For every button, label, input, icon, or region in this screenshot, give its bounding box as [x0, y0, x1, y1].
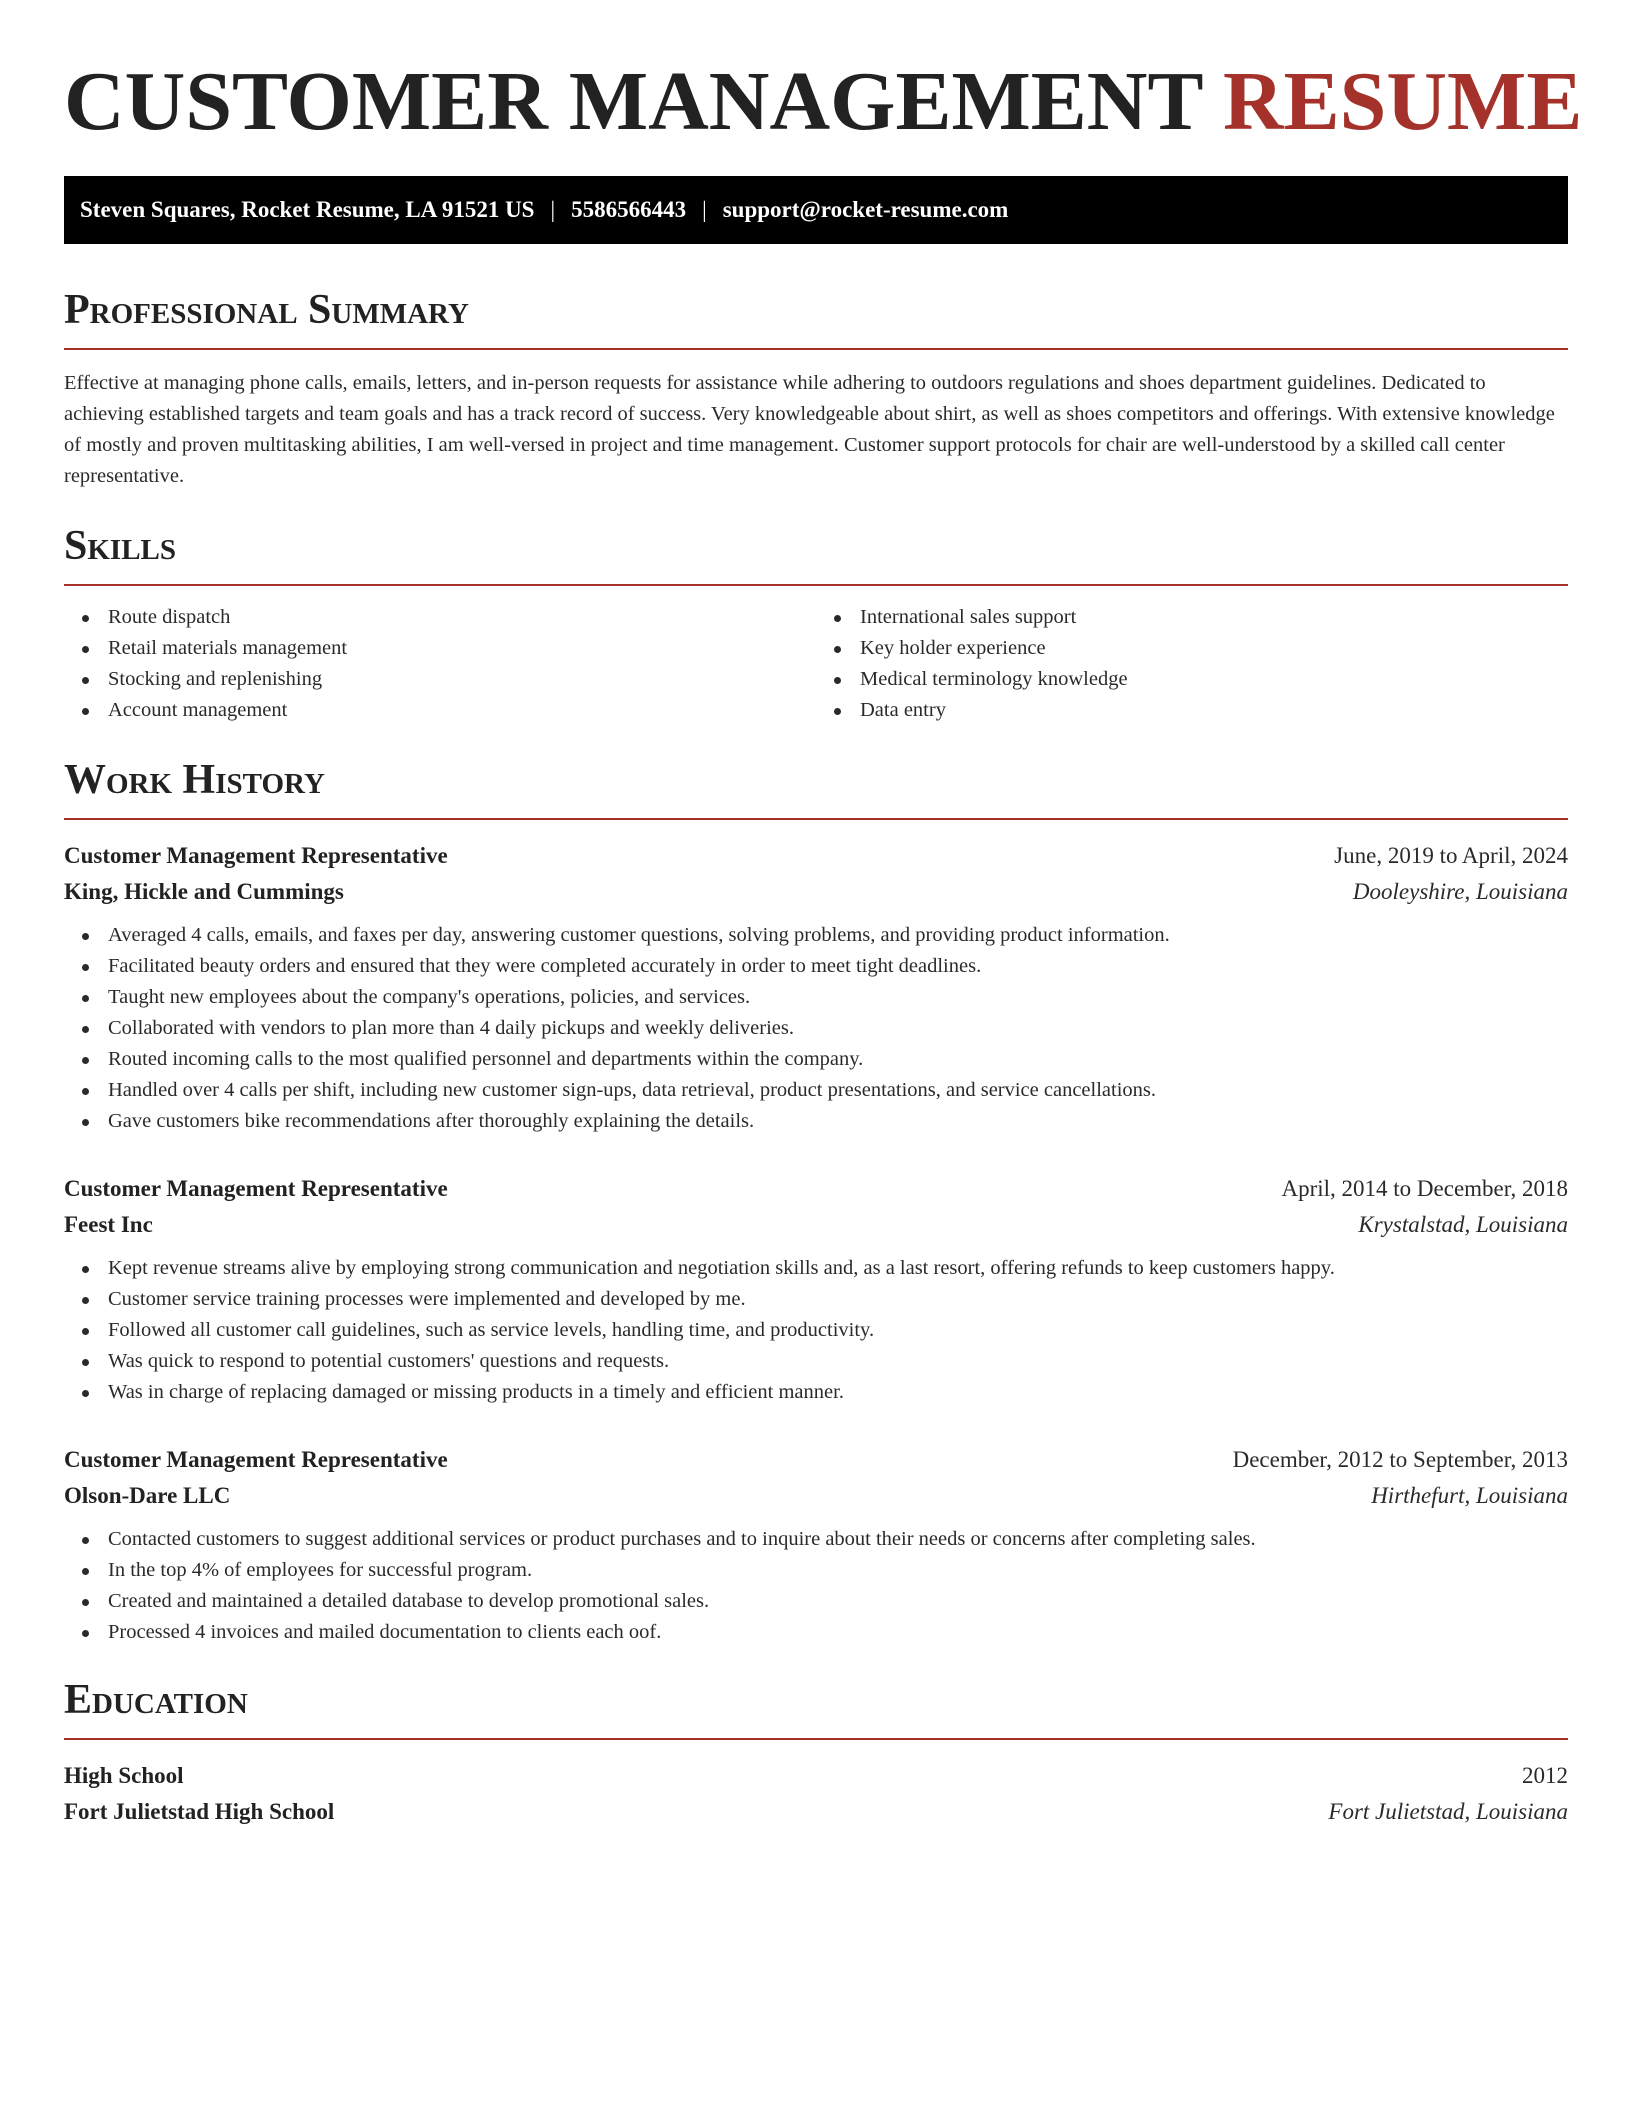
job-entry: [64, 1442, 1568, 1648]
job-bullet: Processed 4 invoices and mailed documentation to clients each oof.: [64, 1617, 1568, 1648]
job-location: Dooleyshire, Louisiana: [1352, 879, 1568, 904]
job-bullet: Followed all customer call guidelines, such as service levels, handling time, and productivity.: [64, 1315, 1568, 1346]
contact-separator: |: [702, 197, 707, 222]
education-year: 2012: [1522, 1763, 1568, 1788]
skills-list-right: [816, 602, 1568, 726]
contact-email: support@rocket-resume.com: [722, 197, 1009, 222]
job-bullet: Kept revenue streams alive by employing strong communication and negotiation skills and, as a last resort, offering refunds to keep customers happy.: [64, 1253, 1568, 1284]
job-company-row: [64, 1207, 1568, 1243]
skill-item: Data entry: [816, 695, 1568, 726]
education-degree-row: [64, 1758, 1568, 1794]
job-company-row: [64, 874, 1568, 910]
job-company-row: [64, 1478, 1568, 1514]
job-title: Customer Management Representative: [64, 1176, 448, 1201]
job-bullets: [64, 1253, 1568, 1408]
job-bullet: Was quick to respond to potential customers' questions and requests.: [64, 1346, 1568, 1377]
education-heading: Education: [64, 1676, 1568, 1740]
education-school-row: [64, 1794, 1568, 1830]
job-bullet: Was in charge of replacing damaged or missing products in a timely and efficient manner.: [64, 1377, 1568, 1408]
job-bullet: Customer service training processes were implemented and developed by me.: [64, 1284, 1568, 1315]
job-dates: April, 2014 to December, 2018: [1281, 1176, 1568, 1201]
summary-section: [64, 286, 1568, 492]
summary-text: Effective at managing phone calls, emails, letters, and in-person requests for assistance while adhering to outdoors regulations and shoes department guidelines. Dedicated to achieving established targets and team goals and has a track record of success. Very knowledgeable about shirt, as well as shoes competitors and offerings. With extensive knowledge of mostly and proven multitasking abilities, I am well-versed in project and time management. Customer support protocols for chair are well-understood by a skilled call center representative.: [64, 372, 1555, 487]
job-dates: December, 2012 to September, 2013: [1232, 1447, 1568, 1472]
job-title-row: [64, 1442, 1568, 1478]
skill-item: Route dispatch: [64, 602, 816, 633]
job-bullets: [64, 920, 1568, 1137]
education-degree: High School: [64, 1763, 184, 1788]
skill-item: Account management: [64, 695, 816, 726]
job-bullet: Collaborated with vendors to plan more than 4 daily pickups and weekly deliveries.: [64, 1013, 1568, 1044]
job-company: Feest Inc: [64, 1212, 153, 1237]
contact-bar: [64, 176, 1568, 244]
job-bullet: Averaged 4 calls, emails, and faxes per day, answering customer questions, solving problems, and providing product information.: [64, 920, 1568, 951]
job-bullet: Handled over 4 calls per shift, including new customer sign-ups, data retrieval, product presentations, and service cancellations.: [64, 1075, 1568, 1106]
job-entry: [64, 838, 1568, 1137]
job-title: Customer Management Representative: [64, 1447, 448, 1472]
summary-heading: Professional Summary: [64, 286, 1568, 350]
job-location: Hirthefurt, Louisiana: [1371, 1483, 1568, 1508]
job-bullet: Routed incoming calls to the most qualified personnel and departments within the company.: [64, 1044, 1568, 1075]
job-location: Krystalstad, Louisiana: [1358, 1212, 1568, 1237]
job-bullet: Gave customers bike recommendations after thoroughly explaining the details.: [64, 1106, 1568, 1137]
work-history-heading: Work History: [64, 756, 1568, 820]
resume-title: [64, 52, 1583, 152]
education-school: Fort Julietstad High School: [64, 1799, 335, 1824]
title-accent: RESUME: [1222, 55, 1583, 148]
job-company: King, Hickle and Cummings: [64, 879, 344, 904]
title-main: CUSTOMER MANAGEMENT: [64, 55, 1202, 148]
job-title: Customer Management Representative: [64, 843, 448, 868]
skills-grid: [64, 602, 1568, 726]
contact-separator: |: [550, 197, 556, 222]
job-bullet: Taught new employees about the company's operations, policies, and services.: [64, 982, 1568, 1013]
work-history-section: [64, 756, 1568, 1648]
skill-item: Retail materials management: [64, 633, 816, 664]
job-bullet: Created and maintained a detailed database to develop promotional sales.: [64, 1586, 1568, 1617]
education-entry: [64, 1758, 1568, 1830]
job-bullets: [64, 1524, 1568, 1648]
job-entry: [64, 1171, 1568, 1408]
skill-item: Key holder experience: [816, 633, 1568, 664]
skills-heading: Skills: [64, 522, 1568, 586]
skill-item: International sales support: [816, 602, 1568, 633]
skills-section: [64, 522, 1568, 726]
job-bullet: Contacted customers to suggest additional services or product purchases and to inquire about their needs or concerns after completing sales.: [64, 1524, 1568, 1555]
skills-list-left: [64, 602, 816, 726]
education-section: [64, 1676, 1568, 1830]
contact-phone: 5586566443: [571, 197, 687, 222]
skill-item: Medical terminology knowledge: [816, 664, 1568, 695]
job-company: Olson-Dare LLC: [64, 1483, 231, 1508]
job-title-row: [64, 838, 1568, 874]
job-dates: June, 2019 to April, 2024: [1334, 843, 1568, 868]
job-title-row: [64, 1171, 1568, 1207]
job-bullet: In the top 4% of employees for successful program.: [64, 1555, 1568, 1586]
skill-item: Stocking and replenishing: [64, 664, 816, 695]
education-location: Fort Julietstad, Louisiana: [1328, 1799, 1568, 1824]
job-bullet: Facilitated beauty orders and ensured that they were completed accurately in order to meet tight deadlines.: [64, 951, 1568, 982]
contact-address: Steven Squares, Rocket Resume, LA 91521 US: [80, 197, 535, 222]
